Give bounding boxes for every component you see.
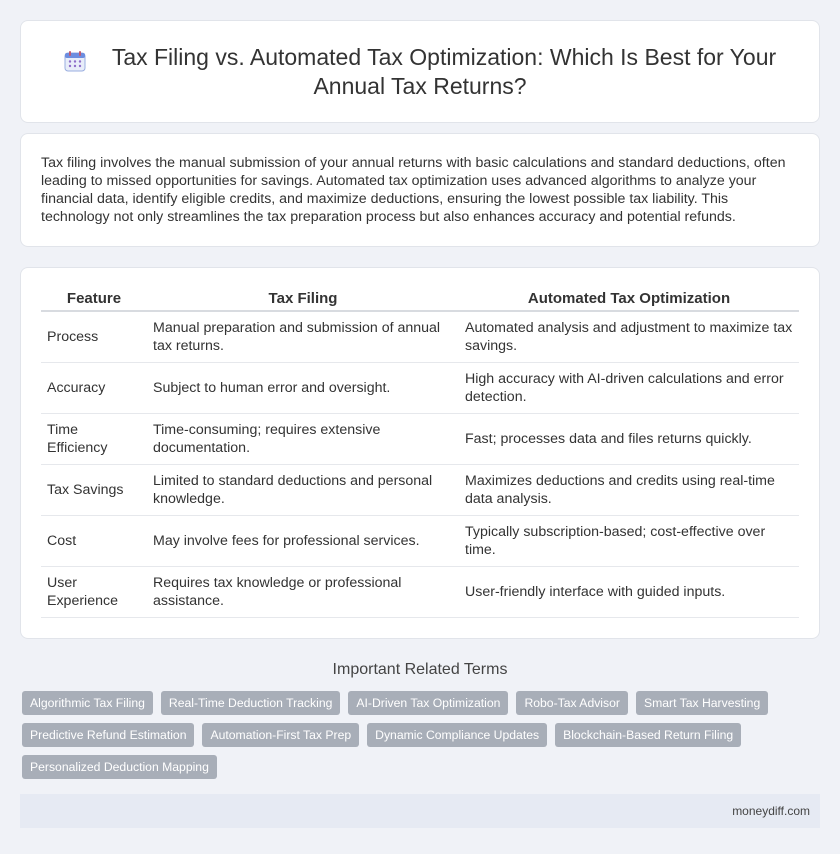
table-row (41, 311, 799, 363)
table-row (41, 414, 799, 465)
header-feature: Feature (41, 288, 147, 311)
calendar-icon (63, 49, 87, 73)
tag-automation-first-tax-prep[interactable]: Automation-First Tax Prep (202, 723, 359, 747)
row-automated: Fast; processes data and files returns quickly. (459, 414, 799, 465)
tag-dynamic-compliance-updates[interactable]: Dynamic Compliance Updates (367, 723, 547, 747)
tag-algorithmic-tax-filing[interactable]: Algorithmic Tax Filing (22, 691, 153, 715)
row-automated: User-friendly interface with guided inputs. (459, 567, 799, 618)
row-tax-filing: Requires tax knowledge or professional assistance. (147, 567, 459, 618)
tag-robo-tax-advisor[interactable]: Robo-Tax Advisor (516, 691, 628, 715)
tag-smart-tax-harvesting[interactable]: Smart Tax Harvesting (636, 691, 768, 715)
row-feature: Tax Savings (41, 465, 147, 516)
header-tax-filing: Tax Filing (147, 288, 459, 311)
intro-card (20, 133, 820, 247)
table-header-row (41, 288, 799, 311)
page-title: Tax Filing vs. Automated Tax Optimization: Which Is Best for Your Annual Tax Returns? (111, 43, 777, 99)
intro-paragraph: Tax filing involves the manual submission of your annual returns with basic calculations and standard deductions, often leading to missed opportunities for savings. Automated tax optimization uses advanced algorithms to analyze your financial data, identify eligible credits, and maximize deductions, ensuring the lowest possible tax liability. This technology not only streamlines the tax preparation process but also enhances accuracy and potential refunds. (41, 155, 786, 225)
table-row (41, 567, 799, 618)
tag-predictive-refund-estimation[interactable]: Predictive Refund Estimation (22, 723, 194, 747)
row-automated: High accuracy with AI-driven calculations and error detection. (459, 363, 799, 414)
row-automated: Maximizes deductions and credits using real-time data analysis. (459, 465, 799, 516)
comparison-table (41, 288, 799, 618)
tag-blockchain-based-return-filing[interactable]: Blockchain-Based Return Filing (555, 723, 741, 747)
table-row (41, 465, 799, 516)
row-feature: User Experience (41, 567, 147, 618)
header-automated-tax-optimization: Automated Tax Optimization (459, 288, 799, 311)
footer-site-link[interactable]: moneydiff.com (732, 804, 810, 818)
row-feature: Accuracy (41, 363, 147, 414)
row-tax-filing: Manual preparation and submission of annual tax returns. (147, 311, 459, 363)
row-automated: Automated analysis and adjustment to maximize tax savings. (459, 311, 799, 363)
footer (20, 794, 820, 828)
tag-real-time-deduction-tracking[interactable]: Real-Time Deduction Tracking (161, 691, 340, 715)
comparison-table-card (20, 267, 820, 639)
row-tax-filing: Subject to human error and oversight. (147, 363, 459, 414)
row-tax-filing: Time-consuming; requires extensive documentation. (147, 414, 459, 465)
tag-personalized-deduction-mapping[interactable]: Personalized Deduction Mapping (22, 755, 217, 779)
table-row (41, 363, 799, 414)
related-terms-tags (20, 691, 820, 779)
title-wrap (51, 43, 789, 101)
row-feature: Process (41, 311, 147, 363)
row-feature: Cost (41, 516, 147, 567)
row-tax-filing: May involve fees for professional services. (147, 516, 459, 567)
row-feature: Time Efficiency (41, 414, 147, 465)
row-tax-filing: Limited to standard deductions and personal knowledge. (147, 465, 459, 516)
tag-ai-driven-tax-optimization[interactable]: AI-Driven Tax Optimization (348, 691, 508, 715)
related-terms-title: Important Related Terms (332, 661, 508, 678)
title-card (20, 20, 820, 123)
table-row (41, 516, 799, 567)
row-automated: Typically subscription-based; cost-effective over time. (459, 516, 799, 567)
